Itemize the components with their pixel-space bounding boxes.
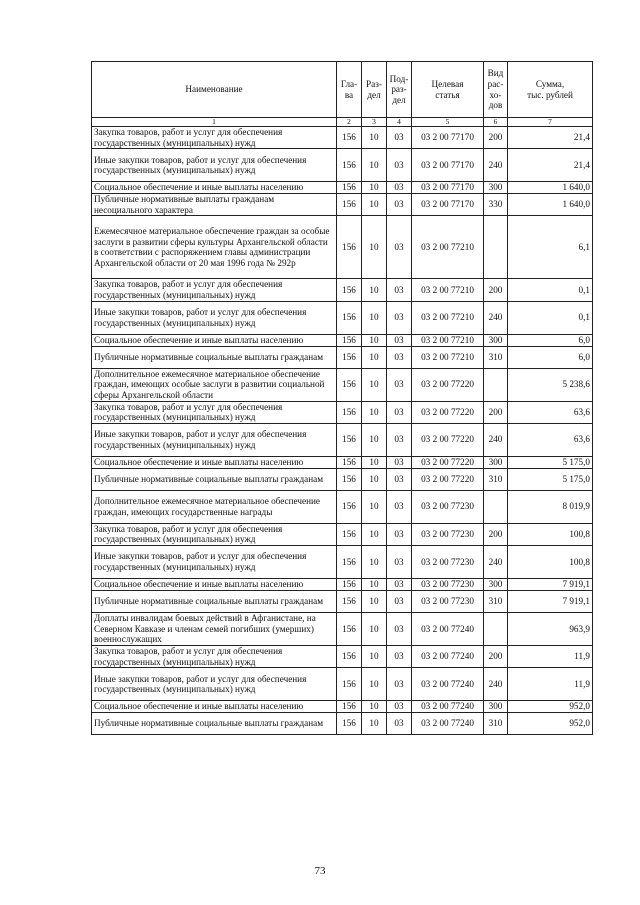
row-name: Социальное обеспечение и иные выплаты населению [92, 182, 337, 194]
row-summa: 952,0 [508, 701, 593, 713]
column-number: 7 [508, 118, 593, 127]
row-vid-rashodov: 300 [484, 701, 508, 713]
row-glava: 156 [337, 468, 362, 490]
budget-table [91, 61, 593, 735]
row-razdel: 10 [362, 713, 387, 735]
row-summa: 5 175,0 [508, 468, 593, 490]
header-tselevaya-statya: Целевая статья [412, 62, 484, 118]
row-vid-rashodov: 310 [484, 713, 508, 735]
table-row [92, 645, 593, 667]
table-row [92, 401, 593, 423]
row-summa: 0,1 [508, 279, 593, 301]
row-glava: 156 [337, 523, 362, 545]
row-name: Публичные нормативные социальные выплаты гражданам [92, 468, 337, 490]
table-row [92, 578, 593, 590]
table-row [92, 423, 593, 456]
row-vid-rashodov: 240 [484, 668, 508, 701]
row-summa: 11,9 [508, 668, 593, 701]
row-summa: 1 640,0 [508, 182, 593, 194]
table-body [92, 127, 593, 735]
row-podrazdel: 03 [387, 194, 412, 216]
row-vid-rashodov: 200 [484, 279, 508, 301]
table-row [92, 194, 593, 216]
row-tselevaya-statya: 03 2 00 77210 [412, 279, 484, 301]
row-vid-rashodov: 300 [484, 456, 508, 468]
row-summa: 63,6 [508, 423, 593, 456]
row-razdel: 10 [362, 301, 387, 334]
row-glava: 156 [337, 423, 362, 456]
row-glava: 156 [337, 590, 362, 612]
row-razdel: 10 [362, 346, 387, 368]
row-name: Ежемесячное материальное обеспечение граждан за особые заслуги в развитии сферы культуры Архангельской области в соответствии с распоряжением главы администрации Архангельской области от 20 мая 1996 года № 292р [92, 216, 337, 279]
row-razdel: 10 [362, 523, 387, 545]
row-summa: 21,4 [508, 149, 593, 182]
row-tselevaya-statya: 03 2 00 77170 [412, 182, 484, 194]
row-name: Закупка товаров, работ и услуг для обеспечения государственных (муниципальных) нужд [92, 127, 337, 149]
row-vid-rashodov: 200 [484, 401, 508, 423]
row-tselevaya-statya: 03 2 00 77210 [412, 216, 484, 279]
row-name: Доплаты инвалидам боевых действий в Афганистане, на Северном Кавказе и членам семей погибших (умерших) военнослужащих [92, 612, 337, 645]
row-vid-rashodov: 330 [484, 194, 508, 216]
row-glava: 156 [337, 701, 362, 713]
row-vid-rashodov: 240 [484, 545, 508, 578]
table-row [92, 127, 593, 149]
row-name: Публичные нормативные социальные выплаты гражданам [92, 346, 337, 368]
row-name: Иные закупки товаров, работ и услуг для обеспечения государственных (муниципальных) нужд [92, 668, 337, 701]
row-summa: 21,4 [508, 127, 593, 149]
row-summa: 6,1 [508, 216, 593, 279]
row-tselevaya-statya: 03 2 00 77220 [412, 468, 484, 490]
row-tselevaya-statya: 03 2 00 77230 [412, 523, 484, 545]
row-summa: 11,9 [508, 645, 593, 667]
row-razdel: 10 [362, 578, 387, 590]
table-row [92, 612, 593, 645]
row-vid-rashodov [484, 612, 508, 645]
row-vid-rashodov: 310 [484, 590, 508, 612]
row-name: Иные закупки товаров, работ и услуг для обеспечения государственных (муниципальных) нужд [92, 545, 337, 578]
table-header-row [92, 62, 593, 118]
row-summa: 7 919,1 [508, 590, 593, 612]
row-tselevaya-statya: 03 2 00 77240 [412, 713, 484, 735]
row-name: Социальное обеспечение и иные выплаты населению [92, 456, 337, 468]
row-razdel: 10 [362, 468, 387, 490]
row-glava: 156 [337, 713, 362, 735]
row-glava: 156 [337, 301, 362, 334]
row-razdel: 10 [362, 701, 387, 713]
header-name: Наименование [92, 62, 337, 118]
row-name: Публичные нормативные выплаты гражданам несоциального характера [92, 194, 337, 216]
column-number: 5 [412, 118, 484, 127]
row-vid-rashodov [484, 368, 508, 401]
header-summa: Сумма, тыс. рублей [508, 62, 593, 118]
row-tselevaya-statya: 03 2 00 77210 [412, 334, 484, 346]
row-podrazdel: 03 [387, 701, 412, 713]
row-name: Публичные нормативные социальные выплаты гражданам [92, 713, 337, 735]
row-podrazdel: 03 [387, 182, 412, 194]
row-glava: 156 [337, 346, 362, 368]
table-row [92, 334, 593, 346]
row-name: Закупка товаров, работ и услуг для обеспечения государственных (муниципальных) нужд [92, 401, 337, 423]
row-glava: 156 [337, 368, 362, 401]
row-podrazdel: 03 [387, 346, 412, 368]
row-summa: 0,1 [508, 301, 593, 334]
header-razdel: Раз- дел [362, 62, 387, 118]
row-podrazdel: 03 [387, 127, 412, 149]
table-row [92, 368, 593, 401]
row-tselevaya-statya: 03 2 00 77210 [412, 346, 484, 368]
row-glava: 156 [337, 194, 362, 216]
row-podrazdel: 03 [387, 523, 412, 545]
row-glava: 156 [337, 545, 362, 578]
row-vid-rashodov [484, 490, 508, 523]
row-vid-rashodov: 310 [484, 468, 508, 490]
row-vid-rashodov: 240 [484, 149, 508, 182]
row-podrazdel: 03 [387, 468, 412, 490]
table-row [92, 701, 593, 713]
row-glava: 156 [337, 668, 362, 701]
table-row [92, 279, 593, 301]
row-razdel: 10 [362, 612, 387, 645]
row-podrazdel: 03 [387, 612, 412, 645]
header-vid-rashodov: Вид рас- хо- дов [484, 62, 508, 118]
row-podrazdel: 03 [387, 490, 412, 523]
table-row [92, 545, 593, 578]
row-podrazdel: 03 [387, 301, 412, 334]
row-razdel: 10 [362, 423, 387, 456]
row-vid-rashodov: 310 [484, 346, 508, 368]
table-row [92, 182, 593, 194]
row-razdel: 10 [362, 334, 387, 346]
row-razdel: 10 [362, 645, 387, 667]
column-number-row [92, 118, 593, 127]
row-name: Социальное обеспечение и иные выплаты населению [92, 334, 337, 346]
row-name: Публичные нормативные социальные выплаты гражданам [92, 590, 337, 612]
row-razdel: 10 [362, 590, 387, 612]
row-tselevaya-statya: 03 2 00 77230 [412, 545, 484, 578]
row-vid-rashodov: 200 [484, 645, 508, 667]
row-summa: 1 640,0 [508, 194, 593, 216]
row-summa: 6,0 [508, 334, 593, 346]
row-tselevaya-statya: 03 2 00 77220 [412, 368, 484, 401]
row-summa: 5 175,0 [508, 456, 593, 468]
table-row [92, 523, 593, 545]
row-vid-rashodov: 300 [484, 578, 508, 590]
row-name: Иные закупки товаров, работ и услуг для обеспечения государственных (муниципальных) нужд [92, 301, 337, 334]
row-vid-rashodov [484, 216, 508, 279]
row-tselevaya-statya: 03 2 00 77220 [412, 456, 484, 468]
row-name: Иные закупки товаров, работ и услуг для обеспечения государственных (муниципальных) нужд [92, 423, 337, 456]
row-razdel: 10 [362, 490, 387, 523]
row-razdel: 10 [362, 668, 387, 701]
row-glava: 156 [337, 216, 362, 279]
table-row [92, 346, 593, 368]
row-razdel: 10 [362, 456, 387, 468]
row-glava: 156 [337, 645, 362, 667]
row-glava: 156 [337, 490, 362, 523]
row-name: Дополнительное ежемесячное материальное обеспечение граждан, имеющих особые заслуги в развитии социальной сферы Архангельской области [92, 368, 337, 401]
table-row [92, 456, 593, 468]
row-name: Социальное обеспечение и иные выплаты населению [92, 578, 337, 590]
row-vid-rashodov: 200 [484, 127, 508, 149]
table-row [92, 216, 593, 279]
row-tselevaya-statya: 03 2 00 77240 [412, 668, 484, 701]
row-summa: 8 019,9 [508, 490, 593, 523]
column-number: 6 [484, 118, 508, 127]
row-tselevaya-statya: 03 2 00 77230 [412, 590, 484, 612]
row-tselevaya-statya: 03 2 00 77240 [412, 612, 484, 645]
row-tselevaya-statya: 03 2 00 77240 [412, 701, 484, 713]
row-podrazdel: 03 [387, 456, 412, 468]
row-tselevaya-statya: 03 2 00 77230 [412, 490, 484, 523]
row-name: Закупка товаров, работ и услуг для обеспечения государственных (муниципальных) нужд [92, 523, 337, 545]
row-razdel: 10 [362, 545, 387, 578]
table-row [92, 590, 593, 612]
table-row [92, 490, 593, 523]
row-podrazdel: 03 [387, 578, 412, 590]
row-podrazdel: 03 [387, 590, 412, 612]
row-summa: 963,9 [508, 612, 593, 645]
header-glava: Гла- ва [337, 62, 362, 118]
column-number: 3 [362, 118, 387, 127]
table-row [92, 301, 593, 334]
row-name: Иные закупки товаров, работ и услуг для обеспечения государственных (муниципальных) нужд [92, 149, 337, 182]
row-razdel: 10 [362, 216, 387, 279]
table-row [92, 668, 593, 701]
row-glava: 156 [337, 334, 362, 346]
row-podrazdel: 03 [387, 713, 412, 735]
table-row [92, 149, 593, 182]
row-vid-rashodov: 240 [484, 423, 508, 456]
row-vid-rashodov: 300 [484, 182, 508, 194]
row-tselevaya-statya: 03 2 00 77170 [412, 194, 484, 216]
table-row [92, 713, 593, 735]
row-tselevaya-statya: 03 2 00 77230 [412, 578, 484, 590]
column-number: 1 [92, 118, 337, 127]
row-podrazdel: 03 [387, 668, 412, 701]
row-tselevaya-statya: 03 2 00 77220 [412, 401, 484, 423]
row-summa: 100,8 [508, 523, 593, 545]
row-vid-rashodov: 200 [484, 523, 508, 545]
row-glava: 156 [337, 149, 362, 182]
row-podrazdel: 03 [387, 423, 412, 456]
row-tselevaya-statya: 03 2 00 77240 [412, 645, 484, 667]
row-tselevaya-statya: 03 2 00 77170 [412, 149, 484, 182]
row-summa: 952,0 [508, 713, 593, 735]
row-razdel: 10 [362, 127, 387, 149]
row-glava: 156 [337, 127, 362, 149]
row-name: Социальное обеспечение и иные выплаты населению [92, 701, 337, 713]
row-glava: 156 [337, 401, 362, 423]
row-vid-rashodov: 300 [484, 334, 508, 346]
row-summa: 63,6 [508, 401, 593, 423]
row-razdel: 10 [362, 279, 387, 301]
row-tselevaya-statya: 03 2 00 77170 [412, 127, 484, 149]
row-razdel: 10 [362, 194, 387, 216]
row-razdel: 10 [362, 182, 387, 194]
row-glava: 156 [337, 612, 362, 645]
header-podrazdel: Под- раз- дел [387, 62, 412, 118]
row-glava: 156 [337, 578, 362, 590]
row-glava: 156 [337, 279, 362, 301]
row-podrazdel: 03 [387, 149, 412, 182]
row-podrazdel: 03 [387, 334, 412, 346]
row-tselevaya-statya: 03 2 00 77210 [412, 301, 484, 334]
row-vid-rashodov: 240 [484, 301, 508, 334]
row-glava: 156 [337, 456, 362, 468]
row-summa: 6,0 [508, 346, 593, 368]
column-number: 4 [387, 118, 412, 127]
row-podrazdel: 03 [387, 216, 412, 279]
row-podrazdel: 03 [387, 368, 412, 401]
page-number: 73 [314, 865, 326, 877]
row-razdel: 10 [362, 368, 387, 401]
row-podrazdel: 03 [387, 401, 412, 423]
row-razdel: 10 [362, 149, 387, 182]
column-number: 2 [337, 118, 362, 127]
row-name: Закупка товаров, работ и услуг для обеспечения государственных (муниципальных) нужд [92, 645, 337, 667]
row-podrazdel: 03 [387, 545, 412, 578]
row-summa: 7 919,1 [508, 578, 593, 590]
row-tselevaya-statya: 03 2 00 77220 [412, 423, 484, 456]
row-podrazdel: 03 [387, 279, 412, 301]
row-summa: 100,8 [508, 545, 593, 578]
row-razdel: 10 [362, 401, 387, 423]
row-name: Закупка товаров, работ и услуг для обеспечения государственных (муниципальных) нужд [92, 279, 337, 301]
row-podrazdel: 03 [387, 645, 412, 667]
row-summa: 5 238,6 [508, 368, 593, 401]
row-name: Дополнительное ежемесячное материальное обеспечение граждан, имеющих государственные награды [92, 490, 337, 523]
row-glava: 156 [337, 182, 362, 194]
table-row [92, 468, 593, 490]
